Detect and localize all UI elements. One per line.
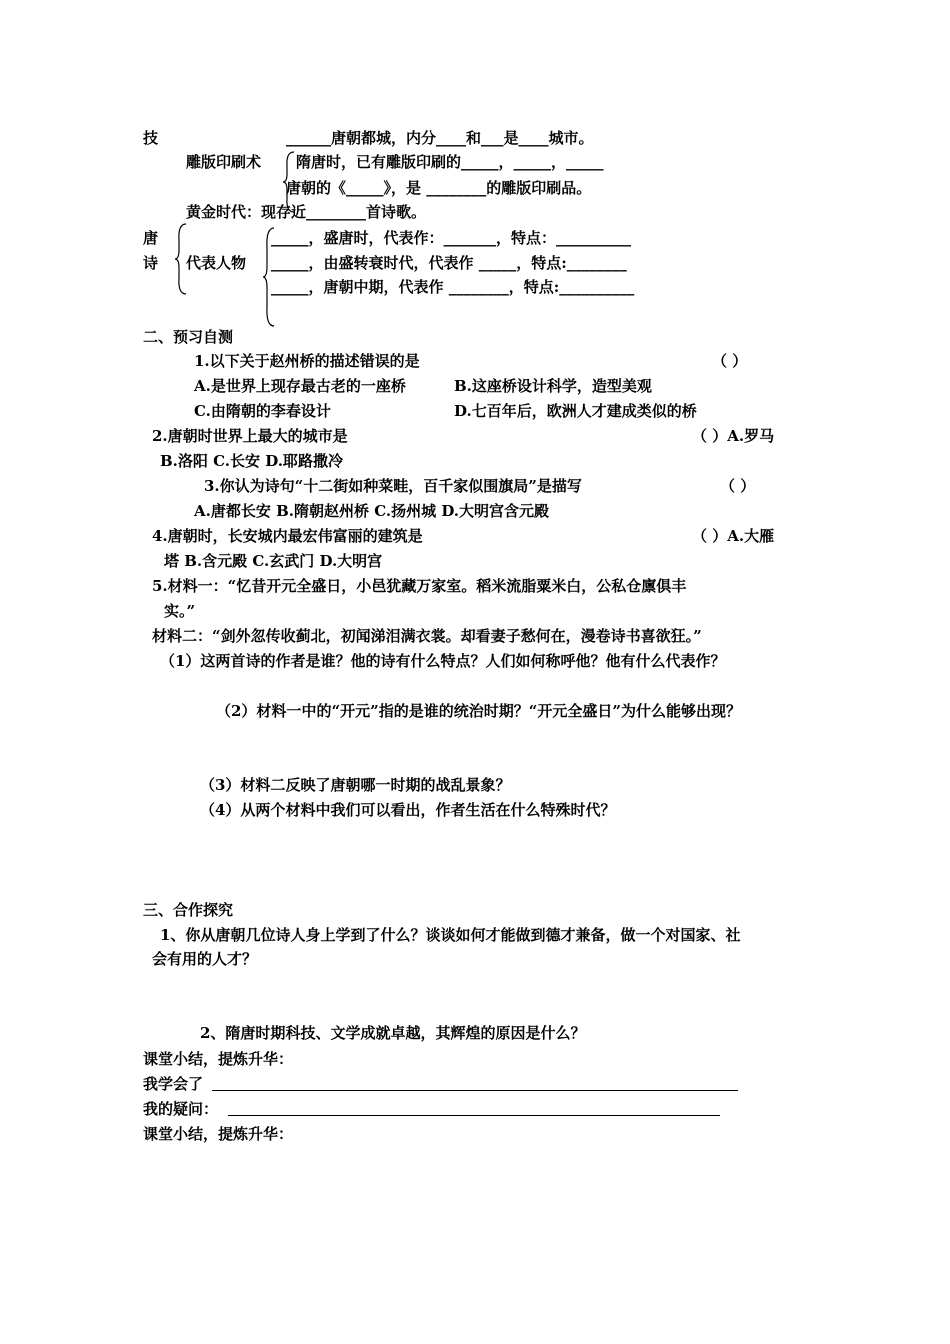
q5-sub3: （3）材料二反映了唐朝哪一时期的战乱景象？: [200, 776, 511, 794]
outline-char-ji: 技: [143, 129, 159, 147]
outline-poet-2-line: _____，由盛转衰时代，代表作 _____，特点:________: [271, 254, 627, 272]
outline-representative-label: 代表人物: [186, 254, 247, 272]
q4-options: 塔 B.含元殿 C.玄武门 D.大明宫: [164, 552, 383, 570]
q1-option-a: A.是世界上现存最古老的一座桥: [194, 377, 406, 395]
q1-answer-paren: （ ）: [712, 352, 748, 370]
q1-option-b: B.这座桥设计科学，造型美观: [454, 377, 652, 395]
outline-capital-line: ______唐朝都城，内分____和___是____城市。: [286, 129, 594, 147]
outline-char-shi: 诗: [143, 254, 159, 272]
s3-q1-line2: 会有用的人才？: [152, 950, 258, 968]
outline-poet-3-line: _____，唐朝中期，代表作 ________，特点:__________: [271, 278, 635, 296]
section3-heading: 三、合作探究: [143, 901, 234, 919]
section2-heading: 二、预习自测: [143, 328, 234, 346]
q3-stem: 3.你认为诗句“十二街如种菜畦，百千家似围旗局”是描写: [204, 477, 582, 495]
s3-q1-line1: 1、你从唐朝几位诗人身上学到了什么？谈谈如何才能做到德才兼备，做一个对国家、社: [160, 926, 741, 944]
q4-stem: 4.唐朝时，长安城内最宏伟富丽的建筑是: [152, 527, 423, 545]
learned-answer-line[interactable]: [212, 1090, 738, 1091]
q4-answer-paren: （ ）A.大雁: [692, 527, 775, 545]
outline-diamond-sutra-line: 唐朝的《_____》，是 ________的雕版印刷品。: [286, 179, 592, 197]
q5-sub1: （1）这两首诗的作者是谁？他的诗有什么特点？人们如何称呼他？他有什么代表作？: [160, 652, 726, 670]
q2-answer-paren: （ ）A.罗马: [692, 427, 775, 445]
q1-option-d: D.七百年后，欧洲人才建成类似的桥: [454, 402, 697, 420]
outline-poet-1-line: _____，盛唐时，代表作：_______，特点：__________: [271, 229, 632, 247]
q5-material2: 材料二：“剑外忽传收蓟北，初闻涕泪满衣裳。却看妻子愁何在，漫卷诗书喜欲狂。”: [152, 627, 702, 645]
q3-answer-paren: （ ）: [720, 477, 756, 495]
outline-char-tang: 唐: [143, 229, 159, 247]
q1-stem: 1.以下关于赵州桥的描述错误的是: [194, 352, 420, 370]
summary-heading-1: 课堂小结，提炼升华：: [143, 1050, 294, 1068]
question-answer-line[interactable]: [228, 1115, 720, 1116]
s3-q2: 2、隋唐时期科技、文学成就卓越，其辉煌的原因是什么？: [200, 1024, 586, 1042]
q5-sub2: （2）材料一中的“开元”指的是谁的统治时期？“开元全盛日”为什么能够出现？: [216, 702, 741, 720]
q5-sub4: （4）从两个材料中我们可以看出，作者生活在什么特殊时代？: [200, 801, 616, 819]
q2-stem: 2.唐朝时世界上最大的城市是: [152, 427, 348, 445]
q3-options: A.唐都长安 B.隋朝赵州桥 C.扬州城 D.大明宫含元殿: [194, 502, 550, 520]
learned-label: 我学会了: [143, 1075, 204, 1093]
outline-printing-line: 隋唐时，已有雕版印刷的_____，_____，_____: [296, 153, 604, 171]
summary-heading-2: 课堂小结，提炼升华：: [143, 1125, 294, 1143]
outline-golden-age-line: 黄金时代：现存近________首诗歌。: [186, 203, 427, 221]
q1-option-c: C.由隋朝的李春设计: [194, 402, 331, 420]
q2-options: B.洛阳 C.长安 D.耶路撒冷: [160, 452, 343, 470]
question-label: 我的疑问：: [143, 1100, 219, 1118]
q5-material1-line2: 实。”: [164, 602, 196, 620]
outline-diaoban-label: 雕版印刷术: [186, 153, 262, 171]
q5-material1-line1: 5.材料一：“忆昔开元全盛日，小邑犹藏万家室。稻米流脂粟米白，公私仓廪俱丰: [152, 577, 687, 595]
